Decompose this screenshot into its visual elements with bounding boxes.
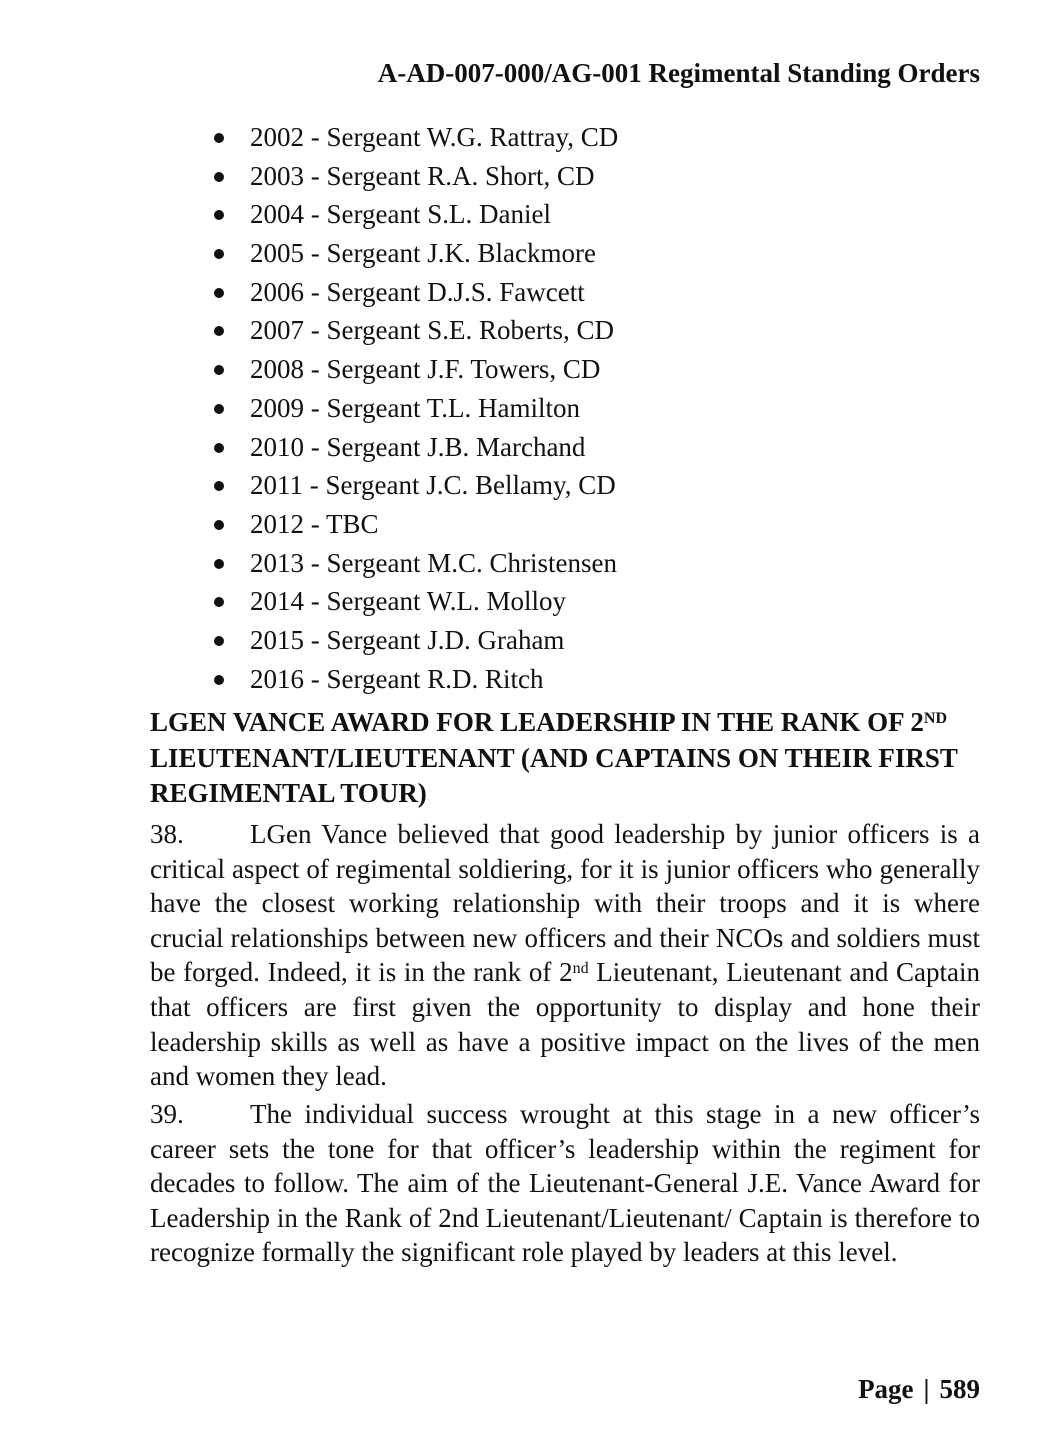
list-item-text: 2013 - Sergeant M.C. Christensen — [250, 547, 617, 578]
list-item-text: 2005 - Sergeant J.K. Blackmore — [250, 238, 596, 269]
list-item-text: 2003 - Sergeant R.A. Short, CD — [250, 160, 595, 191]
document-title: A-AD-007-000/AG-001 Regimental Standing Orders — [377, 58, 980, 88]
list-item — [210, 311, 618, 350]
list-item-text: 2006 - Sergeant D.J.S. Fawcett — [250, 276, 585, 307]
paragraph-38 — [150, 817, 980, 1094]
paragraph-text: The individual success wrought at this stage in a new officer’s career sets the tone for that officer’s leadership within the regiment for decades to follow. The aim of the Lieutenant-General J.E. Vance Award for Leadership in the Rank of 2nd Lieutenant/Lieutenant/ Captain is therefore to recognize formally the significant role played by leaders at this level. — [150, 1099, 980, 1268]
page-footer — [858, 1374, 980, 1405]
bullet-icon — [214, 597, 224, 607]
award-recipients-list — [210, 118, 618, 698]
list-item — [210, 118, 618, 157]
paragraph-39 — [150, 1097, 980, 1270]
footer-separator: | — [923, 1374, 930, 1404]
bullet-icon — [214, 288, 224, 298]
list-item — [210, 157, 618, 196]
list-item-text: 2007 - Sergeant S.E. Roberts, CD — [250, 315, 614, 346]
page-label: Page — [858, 1374, 914, 1404]
list-item — [210, 273, 618, 312]
bullet-icon — [214, 559, 224, 569]
bullet-icon — [214, 636, 224, 646]
list-item — [210, 544, 618, 583]
document-header — [378, 58, 980, 89]
bullet-icon — [214, 133, 224, 143]
list-item — [210, 621, 618, 660]
section-heading-text: LGEN VANCE AWARD FOR LEADERSHIP IN THE RANK OF 2 — [150, 707, 924, 737]
list-item — [210, 505, 618, 544]
list-item — [210, 389, 618, 428]
paragraph-number: 38. — [150, 819, 184, 849]
bullet-icon — [214, 172, 224, 182]
bullet-icon — [214, 249, 224, 259]
paragraph-text-cont: Lieutenant, Lieutenant and Captain that officers are first given the opportunity to display and hone their leadership skills as well as have a positive impact on the lives of the men and women they lead. — [150, 957, 980, 1092]
list-item-text: 2010 - Sergeant J.B. Marchand — [250, 431, 586, 462]
bullet-icon — [214, 520, 224, 530]
list-item — [210, 660, 618, 699]
section-heading-text-cont: LIEUTENANT/LIEUTENANT (AND CAPTAINS ON THEIR FIRST REGIMENTAL TOUR) — [150, 742, 958, 808]
list-item-text: 2012 - TBC — [250, 508, 379, 539]
bullet-icon — [214, 443, 224, 453]
paragraph-superscript: nd — [572, 960, 589, 978]
paragraph-number: 39. — [150, 1099, 184, 1129]
list-item-text: 2016 - Sergeant R.D. Ritch — [250, 663, 544, 694]
paragraph-text: LGen Vance believed that good leadership by junior officers is a critical aspect of regimental soldiering, for it is junior officers who generally have the closest working relationship with their troops and it is where crucial relationships between new officers and their NCOs and soldiers must be forged. Indeed, it is in the rank of 2 — [150, 819, 980, 988]
bullet-icon — [214, 404, 224, 414]
bullet-icon — [214, 210, 224, 220]
list-item-text: 2011 - Sergeant J.C. Bellamy, CD — [250, 470, 616, 501]
list-item — [210, 195, 618, 234]
list-item-text: 2014 - Sergeant W.L. Molloy — [250, 586, 566, 617]
list-item — [210, 466, 618, 505]
bullet-icon — [214, 481, 224, 491]
list-item-text: 2009 - Sergeant T.L. Hamilton — [250, 392, 580, 423]
section-heading — [150, 705, 980, 812]
page-number: 589 — [939, 1374, 980, 1404]
list-item-text: 2008 - Sergeant J.F. Towers, CD — [250, 354, 601, 385]
list-item — [210, 582, 618, 621]
list-item — [210, 350, 618, 389]
bullet-icon — [214, 675, 224, 685]
list-item-text: 2002 - Sergeant W.G. Rattray, CD — [250, 122, 619, 152]
section-heading-superscript: ND — [923, 710, 947, 727]
list-item-text: 2015 - Sergeant J.D. Graham — [250, 624, 565, 655]
list-item-text: 2004 - Sergeant S.L. Daniel — [250, 199, 551, 230]
bullet-icon — [214, 365, 224, 375]
bullet-icon — [214, 326, 224, 336]
list-item — [210, 234, 618, 273]
list-item — [210, 428, 618, 467]
